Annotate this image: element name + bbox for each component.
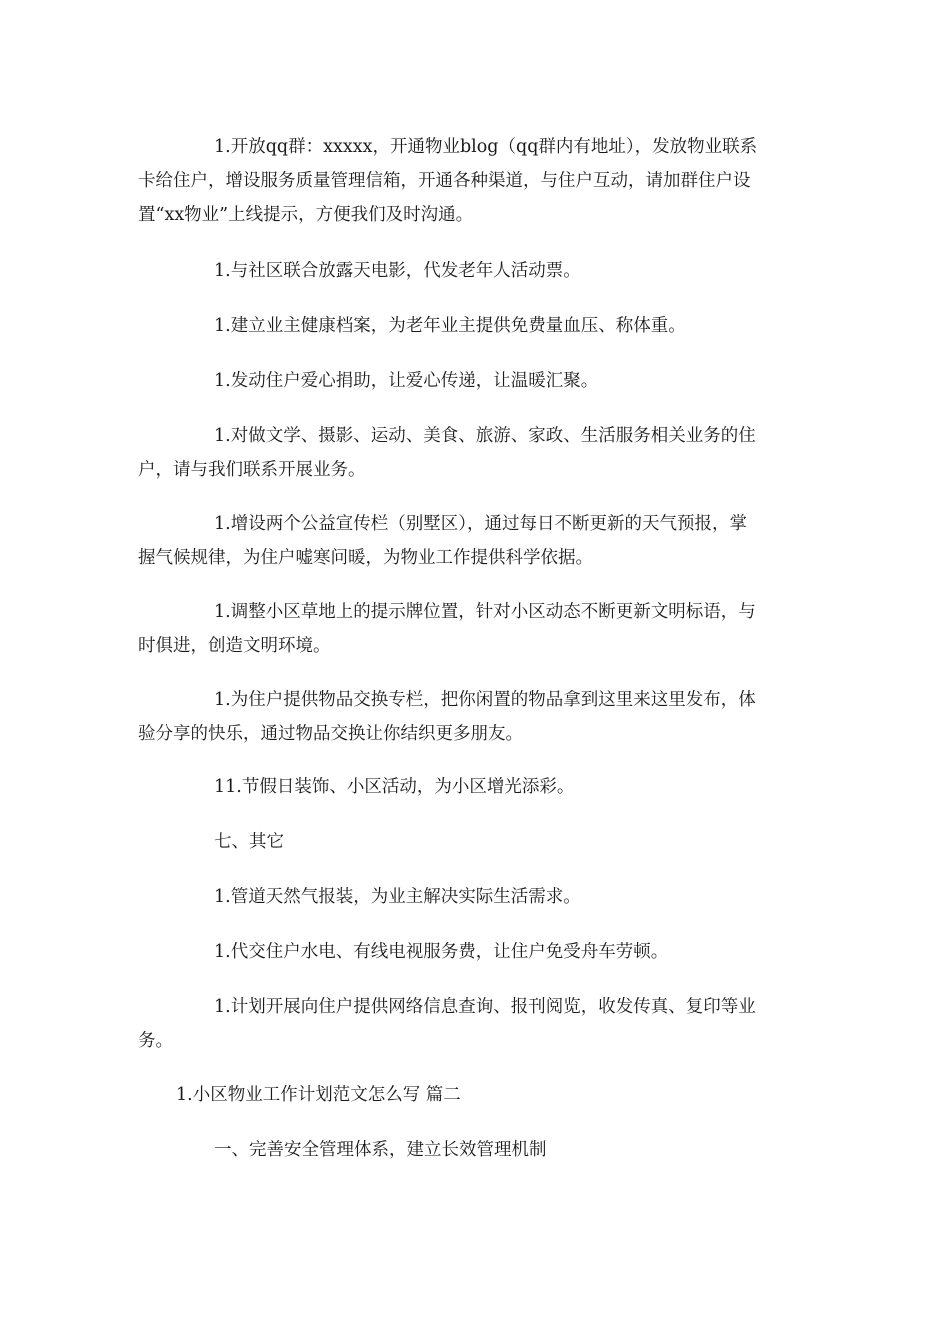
paragraph-line: 1.对做文学、摄影、运动、美食、旅游、家政、生活服务相关业务的住 (214, 426, 756, 446)
section-heading-safety-management: 一、完善安全管理体系，建立长效管理机制 (214, 1140, 547, 1160)
paragraph-open-qq-group (138, 132, 818, 231)
paragraph-charity-donation: 1.发动住户爱心捐助，让爱心传递，让温暖汇聚。 (214, 371, 599, 391)
paragraph-line: 卡给住户，增设服务质量管理信箱，开通各种渠道，与住户互动，请加群住户设 (138, 171, 751, 191)
paragraph-line: 1.计划开展向住户提供网络信息查询、报刊阅览，收发传真、复印等业 (214, 997, 756, 1017)
paragraph-line: 1.调整小区草地上的提示牌位置，针对小区动态不断更新文明标语，与 (214, 602, 756, 622)
paragraph-line: 务。 (138, 1031, 173, 1051)
paragraph-line: 置“xx物业”上线提示，方便我们及时沟通。 (138, 205, 474, 225)
paragraph-line: 1.开放qq群：xxxxx，开通物业blog（qq群内有地址），发放物业联系 (214, 137, 758, 157)
paragraph-signboards (138, 597, 818, 662)
paragraph-line: 验分享的快乐，通过物品交换让你结织更多朋友。 (138, 724, 523, 744)
paragraph-utility-payment: 1.代交住户水电、有线电视服务费，让住户免受舟车劳顿。 (214, 942, 669, 962)
article-title-part-two: 1.小区物业工作计划范文怎么写 篇二 (176, 1085, 461, 1105)
paragraph-network-services (138, 992, 818, 1057)
paragraph-line: 1.为住户提供物品交换专栏，把你闲置的物品拿到这里来这里发布，体 (214, 690, 756, 710)
paragraph-holiday-decoration: 11.节假日装饰、小区活动，为小区增光添彩。 (214, 777, 575, 797)
section-heading-others: 七、其它 (214, 832, 284, 852)
paragraph-line: 户，请与我们联系开展业务。 (138, 460, 366, 480)
paragraph-bulletin-boards (138, 509, 818, 574)
paragraph-line: 握气候规律，为住户嘘寒问暖，为物业工作提供科学依据。 (138, 548, 593, 568)
paragraph-line: 1.增设两个公益宣传栏（别墅区），通过每日不断更新的天气预报，掌 (214, 514, 747, 534)
paragraph-outdoor-movie: 1.与社区联合放露天电影，代发老年人活动票。 (214, 261, 581, 281)
paragraph-business-contact (138, 421, 818, 486)
paragraph-health-records: 1.建立业主健康档案，为老年业主提供免费量血压、称体重。 (214, 316, 686, 336)
paragraph-gas-installation: 1.管道天然气报装，为业主解决实际生活需求。 (214, 887, 581, 907)
paragraph-item-exchange (138, 685, 818, 750)
paragraph-line: 时俱进，创造文明环境。 (138, 636, 331, 656)
